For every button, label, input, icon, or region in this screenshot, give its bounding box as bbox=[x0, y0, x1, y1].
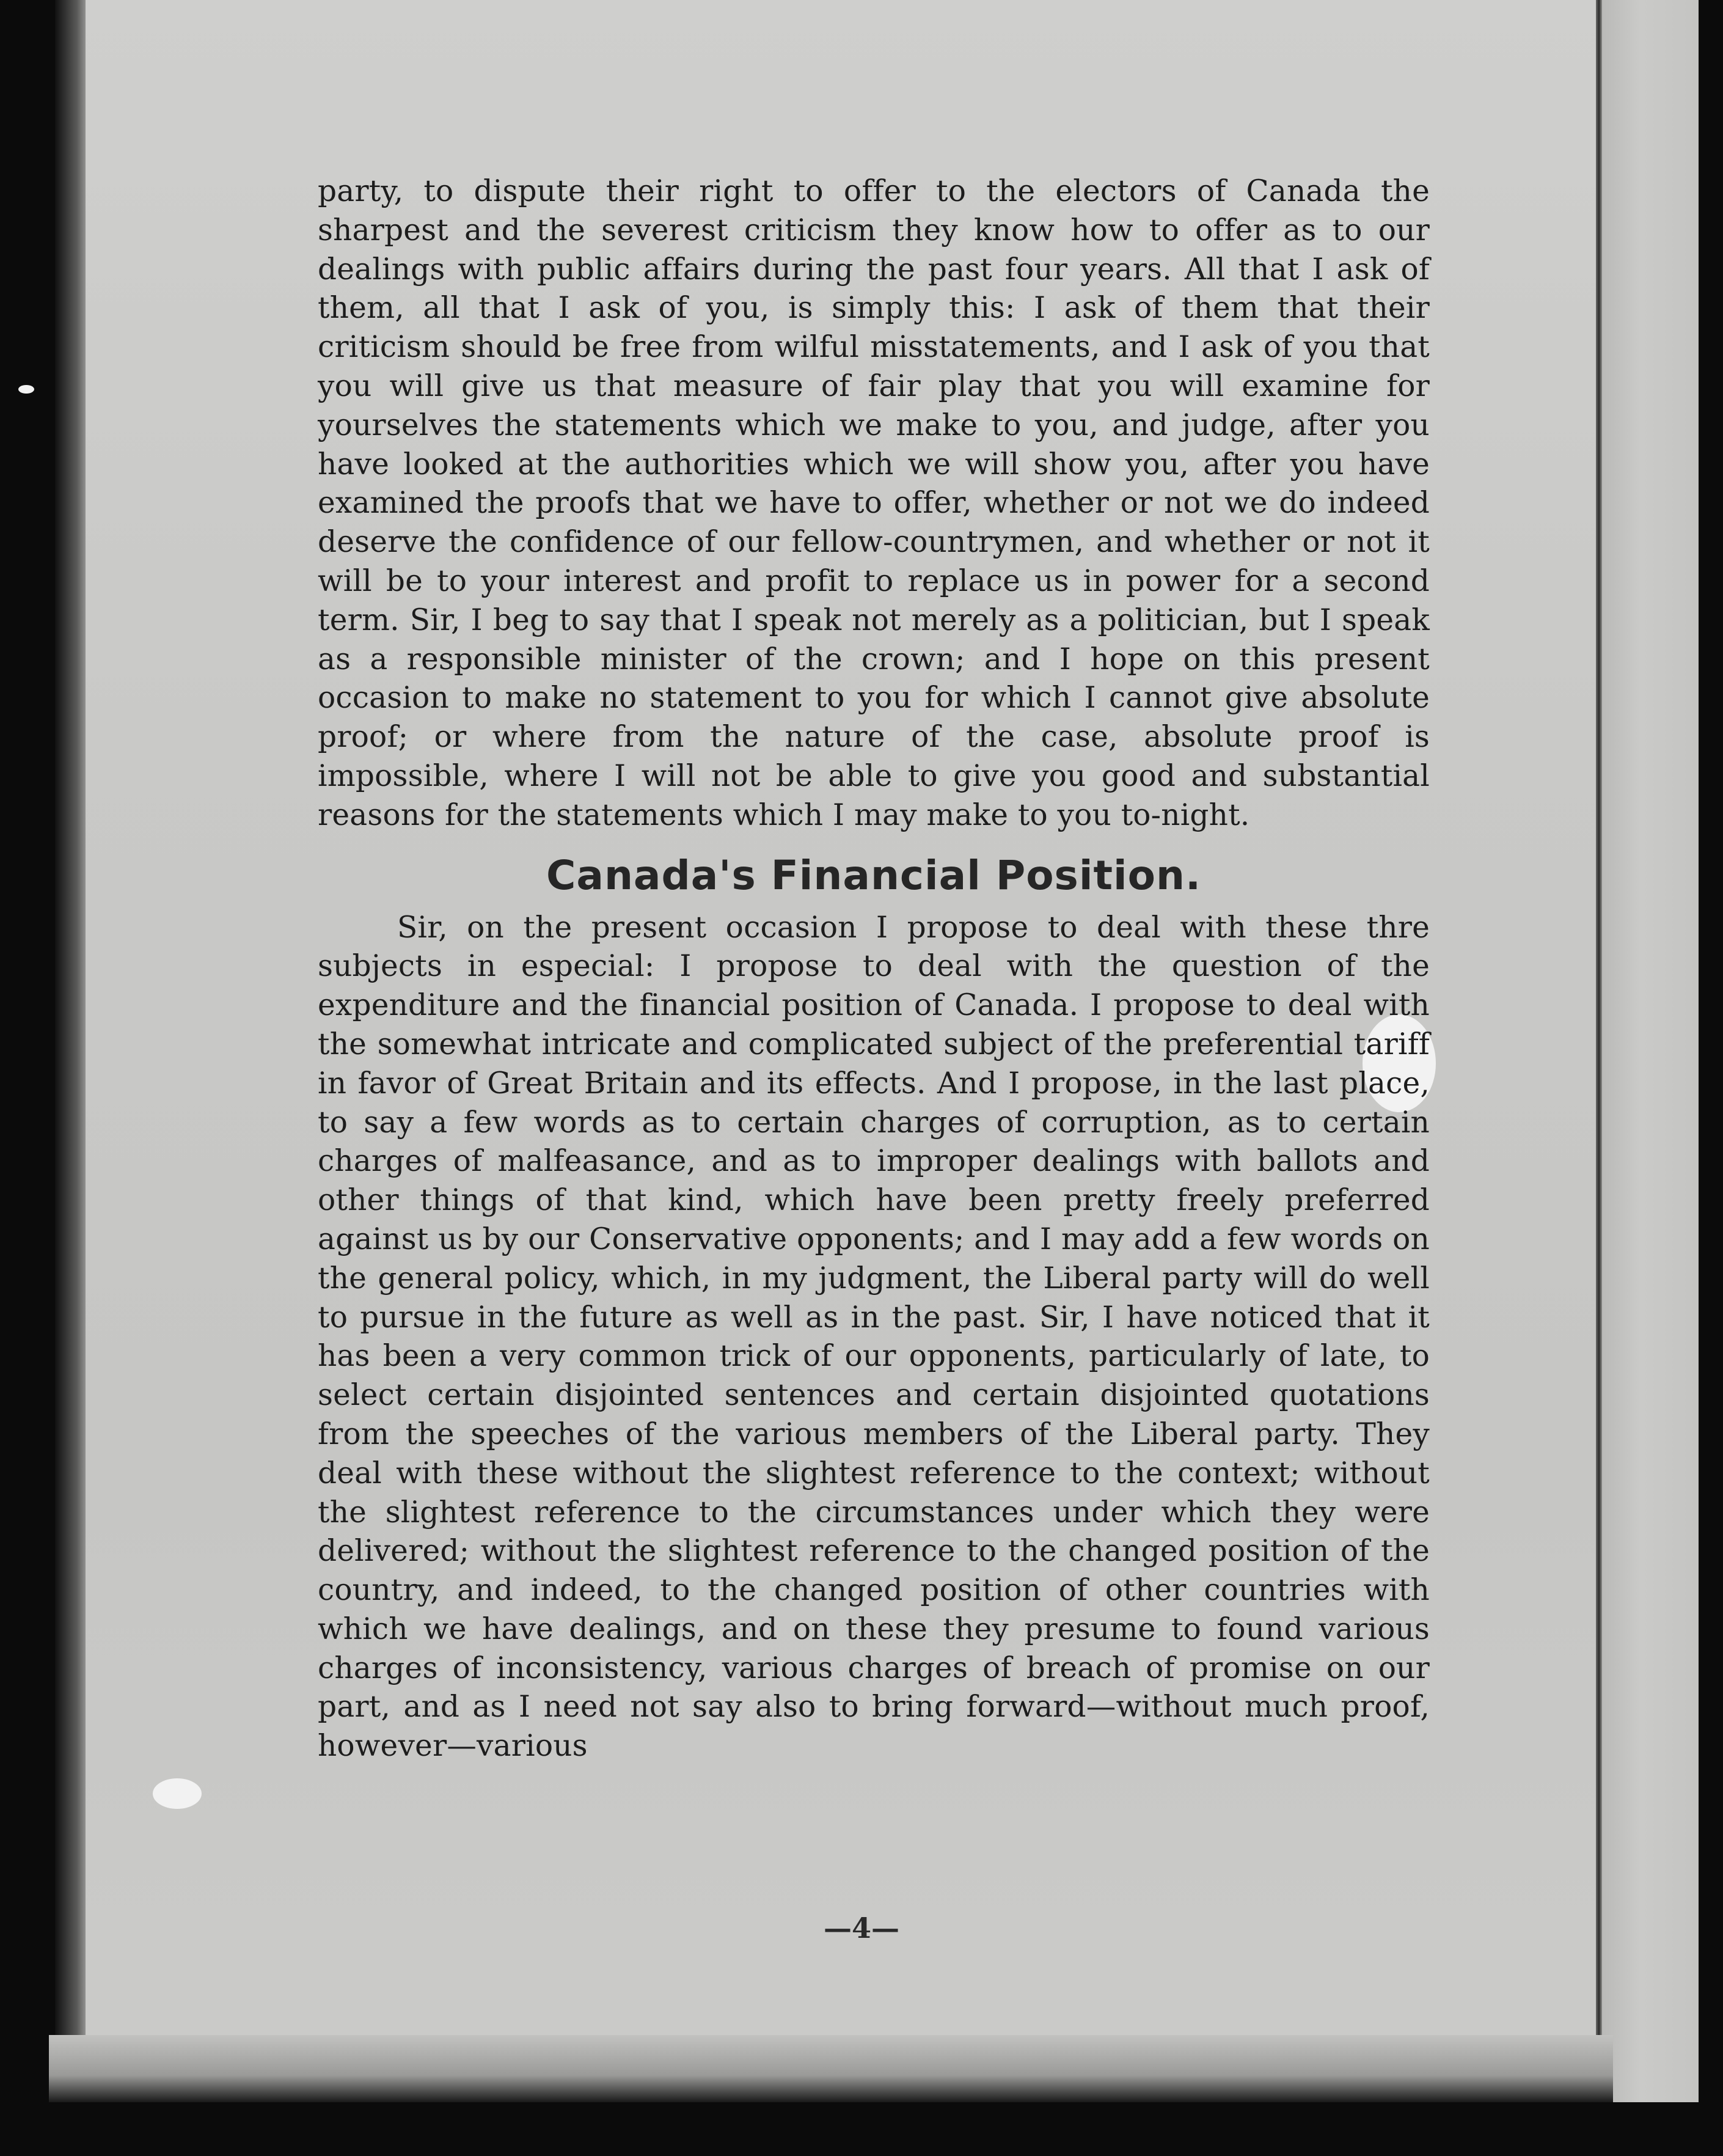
page-bottom-edge bbox=[49, 2035, 1613, 2102]
paper-speck bbox=[18, 385, 34, 394]
facing-page-edge bbox=[1601, 0, 1699, 2102]
book-spine bbox=[1596, 0, 1602, 2102]
paper-speck bbox=[153, 1778, 202, 1809]
page-number: —4— bbox=[823, 1912, 899, 1945]
paragraph-2: Sir, on the present occasion I propose to deal with these thre subjects in especial: I propose to deal with the question of the expenditure and the financial position of Canada. I propose to deal with the somewhat intricate and complicated subject of the preferential tariff in favor of Great Britain and its effects. And I propose, in the last place, to say a few words as to certain charges of corruption, as to certain charges of malfeasance, and as to improper dealings with ballots and other things of that kind, which have been pretty freely preferred against us by our Conservative opponents; and I may add a few words on the general policy, which, in my judgment, the Liberal party will do well to pursue in the future as well as in the past. Sir, I have noticed that it has been a very common trick of our opponents, particularly of late, to select certain disjointed sentences and certain disjointed quotations from the speeches of the various members of the Liberal party. They deal with these without the slightest reference to the context; without the slightest reference to the circumstances under which they were delivered; without the slightest reference to the changed position of the country, and indeed, to the changed position of other countries with which we have dealings, and on these they presume to found various charges of inconsistency, various charges of breach of promise on our part, and as I need not say also to bring forward—without much proof, however—various bbox=[318, 910, 1430, 1764]
section-heading: Canada's Financial Position. bbox=[546, 851, 1202, 899]
paragraph-1: party, to dispute their right to offer to the electors of Canada the sharpest and the severest criticism they know how to offer as to our dealings with public affairs during the past four years. All that I ask of them, all that I ask of you, is simply this: I ask of them that their criticism should be free from wilful misstatements, and I ask of you that you will give us that measure of fair play that you will examine for yourselves the statements which we make to you, and judge, after you have looked at the authorities which we will show you, after you have examined the proofs that we have to offer, whether or not we do indeed deserve the confidence of our fellow-countrymen, and whether or not it will be to your interest and profit to replace us in power for a second term. Sir, I beg to say that I speak not merely as a politician, but I speak as a responsible minister of the crown; and I hope on this present occasion to make no statement to you for which I cannot give absolute proof; or where from the nature of the case, absolute proof is impossible, where I will not be able to give you good and substantial reasons for the statements which I may make to you to-night. bbox=[318, 174, 1430, 832]
body-text bbox=[318, 172, 1430, 1766]
